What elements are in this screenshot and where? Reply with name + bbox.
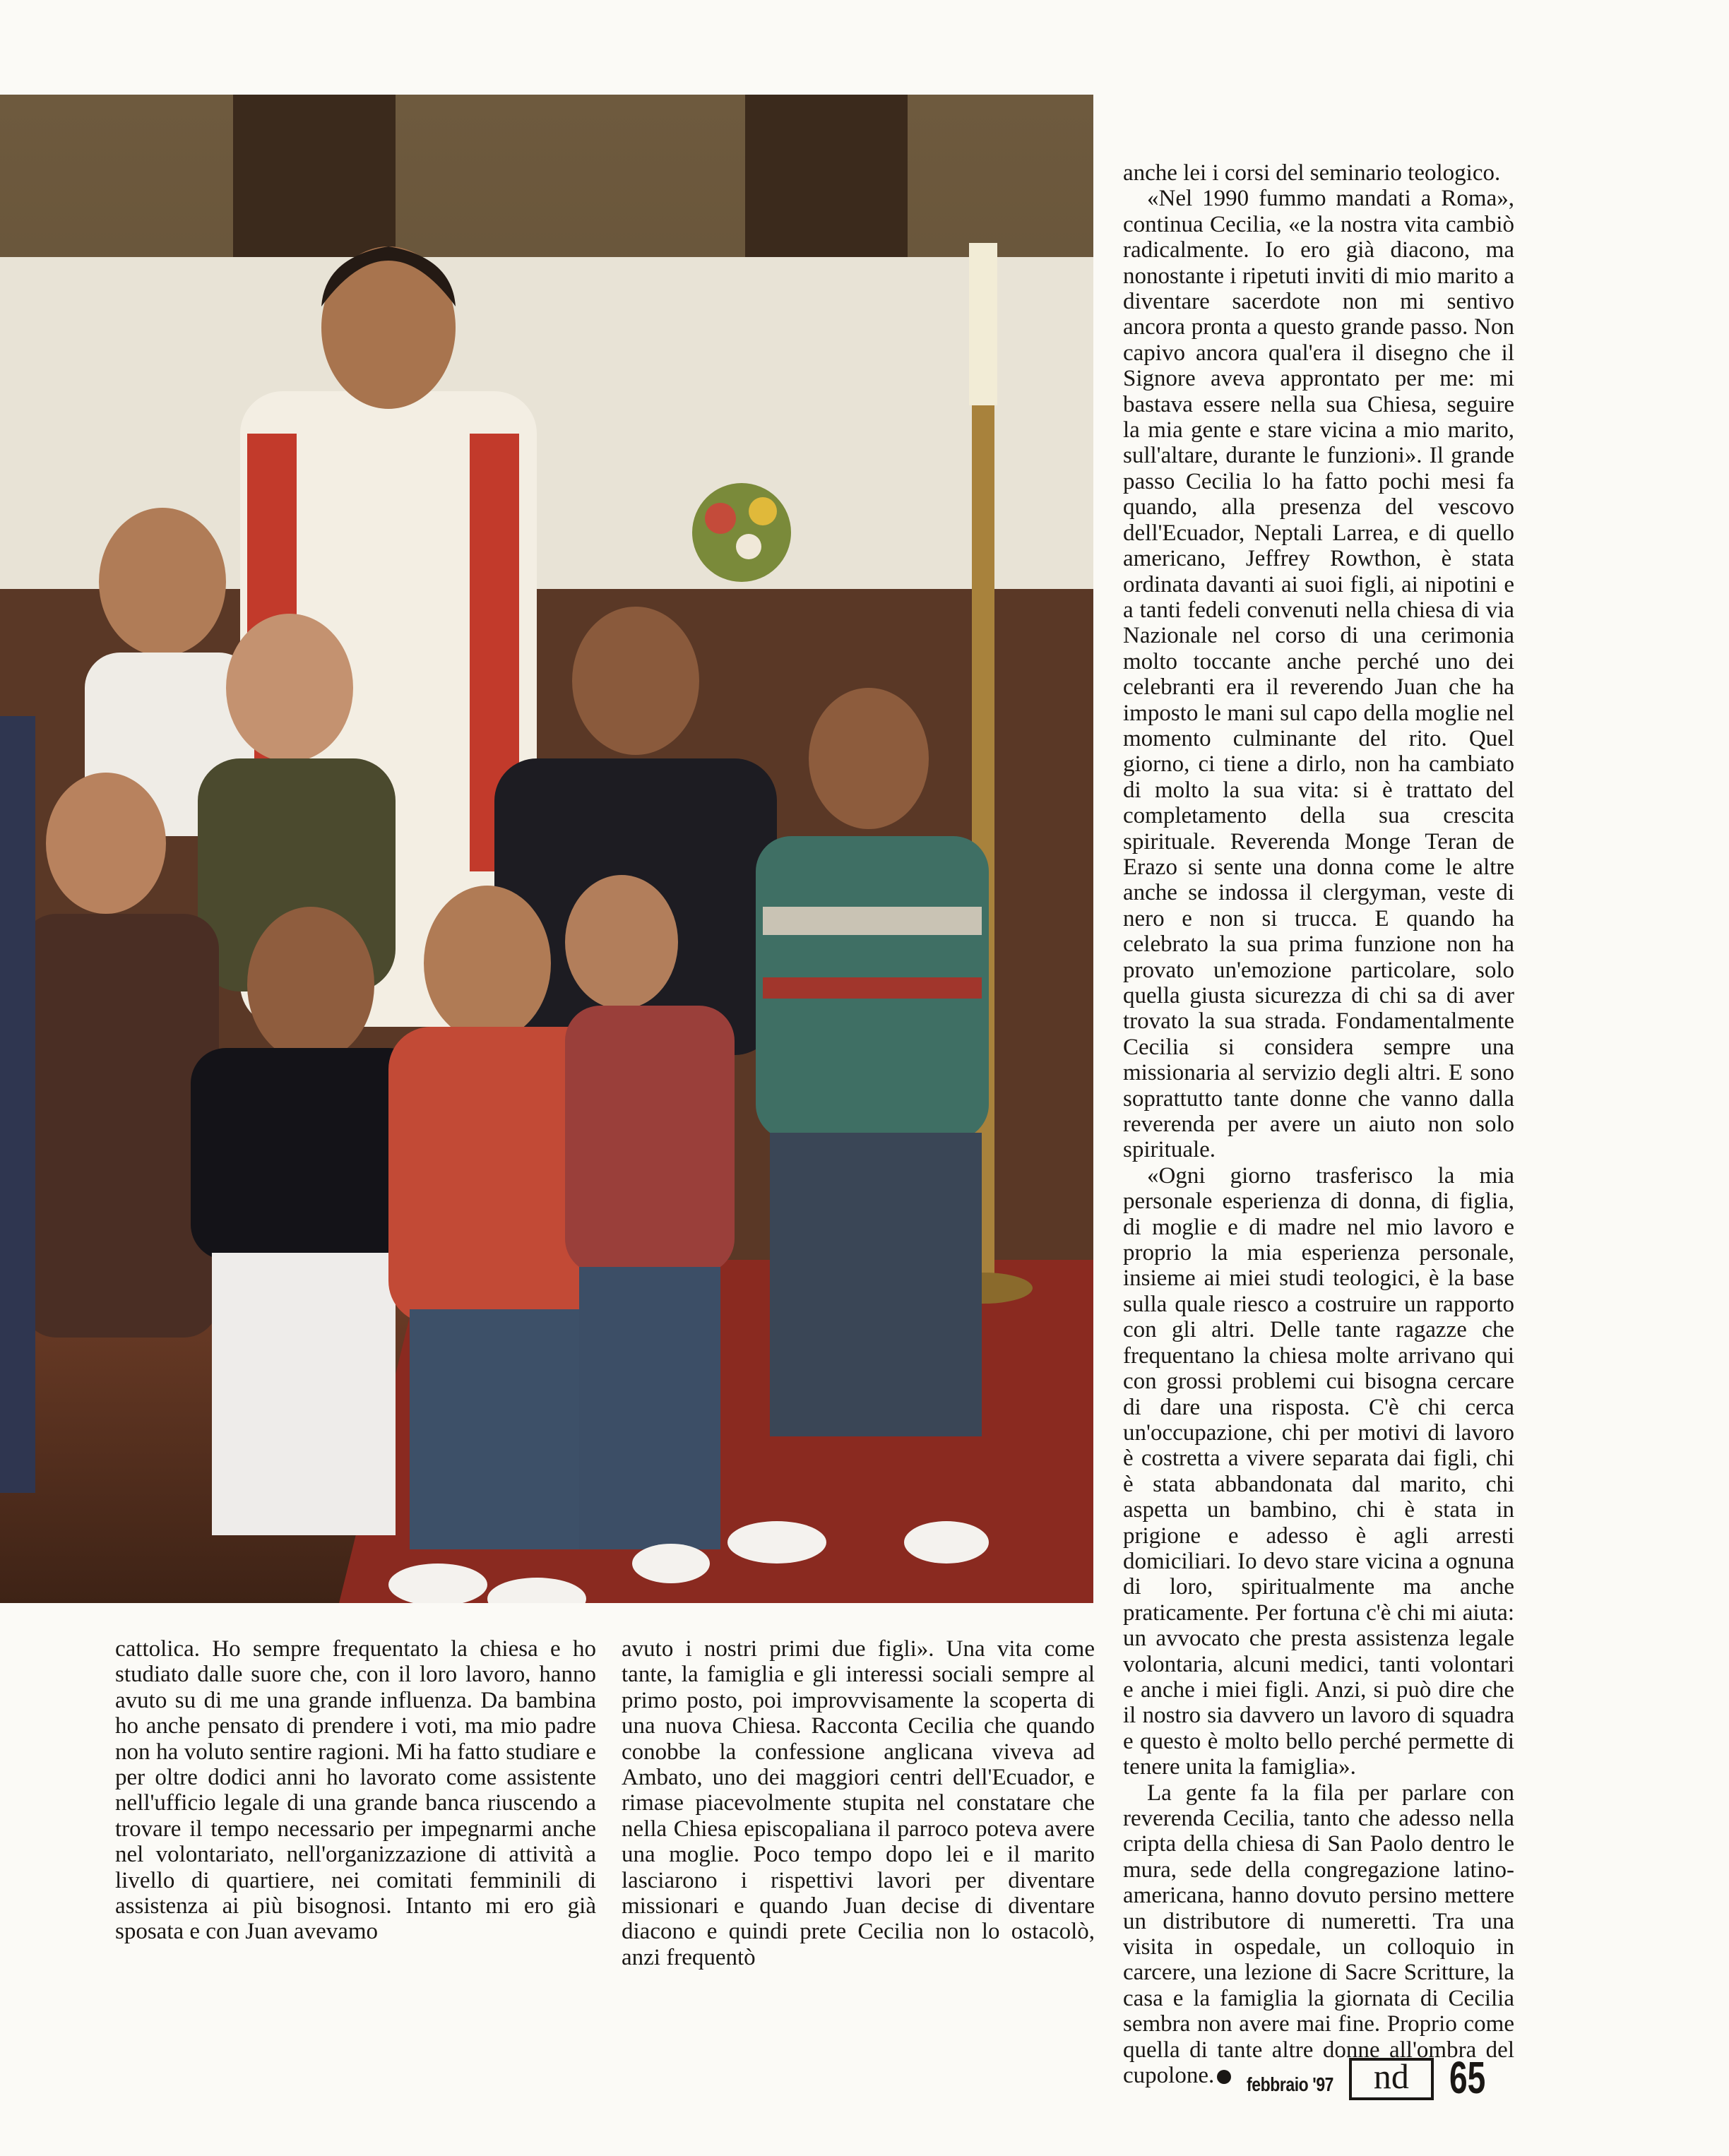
small-girl-face-left (46, 773, 166, 914)
toddler-girl-face (565, 875, 678, 1009)
flower-arrangement (692, 483, 791, 582)
page-number: 65 (1449, 2052, 1486, 2103)
magazine-logo: nd (1349, 2058, 1434, 2100)
toddler-girl-maroon-sweater (565, 1006, 735, 1274)
issue-date: febbraio '97 (1246, 2073, 1333, 2095)
girl-glasses-face (226, 614, 353, 762)
article-bottom-middle-column (622, 1636, 1095, 1970)
article-bottom-left-column (115, 1636, 596, 1945)
toddler-boy-white-pants (212, 1253, 396, 1535)
boy-face-right (809, 688, 929, 829)
boy-jeans (770, 1133, 982, 1436)
paragraph: «Ogni giorno trasferisco la mia personale esperienza di donna, di figlia, di moglie e di madre nel mio lavoro e proprio la mia esperienza personale, insieme ai miei studi teologici, è la base sulla quale riesco a costruire un rapporto con gli altri. Delle tante ragazze che frequentano la chiesa molte arrivano qui con grossi problemi cui bisogna cercare di dare una risposta. C'è chi cerca un'occupazione, chi per motivi di lavoro è costretta a vivere separata dai figli, chi è stata abbandonata dal marito, chi aspetta un bambino, chi è stata in prigione e adesso è agli arresti domiciliari. Io devo stare vicina a ognuna di loro, spiritualmente ma anche praticamente. Per fortuna c'è chi mi aiuta: un avvocato che presta assistenza legale volontaria, alcuni medici, tanti volontari e anche i miei figli. Anzi, si può dire che il nostro sia davvero un lavoro di squadra e questo è molto bello perché permette di tenere unita la famiglia». (1123, 1162, 1514, 1780)
paragraph: anche lei i corsi del seminario teologico. (1123, 160, 1501, 186)
article-right-column (1123, 160, 1514, 2088)
toddler-boy-face (247, 907, 374, 1062)
group-photo-illustration (0, 95, 1093, 1603)
page-footer (1228, 2052, 1499, 2103)
toddler-jeans (410, 1309, 600, 1549)
boy-face-back (572, 607, 699, 755)
paragraph (1123, 1780, 1514, 2089)
paragraph: avuto i nostri primi due figli». Una vita come tante, la famiglia e gli interessi sociali sempre al primo posto, poi improvvisamente la scoperta di una nuova Chiesa. Racconta Cecilia che quando conobbe la confessione anglicana viveva ad Ambato, uno dei maggiori centri dell'Ecuador, e rimase piacevolmente stupita nel constatare che nella Chiesa episcopaliana il parroco poteva avere una moglie. Poco tempo dopo lei e il marito lasciarono i rispettivi lavori per diventare missionari e quando Juan decise di diventare diacono e quindi prete Cecilia non lo ostacolò, anzi frequentò (622, 1636, 1095, 1970)
paragraph: cattolica. Ho sempre frequentato la chiesa e ho studiato dalle suore che, con il loro lavoro, hanno avuto su di me una grande influenza. Da bambina ho anche pensato di prendere i voti, ma mio padre non ha voluto sentire ragioni. Mi ha fatto studiare e per oltre dodici anni ho lavorato come assistente nell'ufficio legale di una grande banca riuscendo a trovare il tempo necessario per impegnarmi anche nel volontariato, nell'organizzazione di attività a livello di quartiere, nei comitati femminili di assistenza ai più bisognosi. Intanto mi ero già sposata e con Juan avevamo (115, 1636, 596, 1945)
paragraph: «Nel 1990 fummo mandati a Roma», continua Cecilia, «e la nostra vita cambiò radicalmente. Io ero già diacono, ma nonostante i ripetuti inviti di mio marito a diventare sacerdote non mi sentivo ancora pronta a questo grande passo. Non capivo ancora qual'era il disegno che il Signore aveva approntato per me: mi bastava essere nella sua Chiesa, seguire la mia gente e stare vicina a mio marito, sull'altare, durante le funzioni». Il grande passo Cecilia lo ha fatto pochi mesi fa quando, alla presenza del vescovo dell'Ecuador, Neptali Larrea, e di quello americano, Jeffrey Rowthon, è stata ordinata davanti ai suoi figli, ai nipotini e a tanti fedeli convenuti nella chiesa di via Nazionale nel corso di una cerimonia molto toccante anche perché uno dei celebranti era il reverendo Juan che ha imposto le mani sul capo della moglie nel momento culminante del rito. Quel giorno, ci tiene a dirlo, non ha cambiato di molto la sua vita: si è trattato del completamento della sua crescita spirituale. Reverenda Monge Teran de Erazo si sente una donna come le altre anche se indossa il clergyman, veste di nero e non si trucca. E quando ha celebrato la sua prima funzione non ha provato un'emozione particolare, solo quella giusta sicurezza di chi sa di aver trovato la sua strada. Fondamentalmente Cecilia si considera sempre una missionaria al servizio degli altri. E sono soprattutto tante donne che vanno dalla reverenda per avere un aiuto non solo spirituale. (1123, 186, 1514, 1163)
group-photo (0, 95, 1093, 1603)
paragraph-text: La gente fa la fila per parlare con reverenda Cecilia, tanto che adesso nella cripta della chiesa di San Paolo dentro le mura, sede della congregazione latino-americana, hanno dovuto persino mettere un distributore di numeretti. Tra una visita in ospedale, un colloquio in carcere, una lezione di Sacre Scritture, la casa e la famiglia la giornata di Cecilia sembra non avere mai fine. Proprio come quella di tante altre donne all'ombra del cupolone. (1123, 1780, 1514, 2089)
candle (969, 243, 997, 405)
girl-face-back-left (99, 508, 226, 656)
toddler-red-face (424, 886, 551, 1041)
small-girl-brown-outfit (21, 914, 219, 1338)
